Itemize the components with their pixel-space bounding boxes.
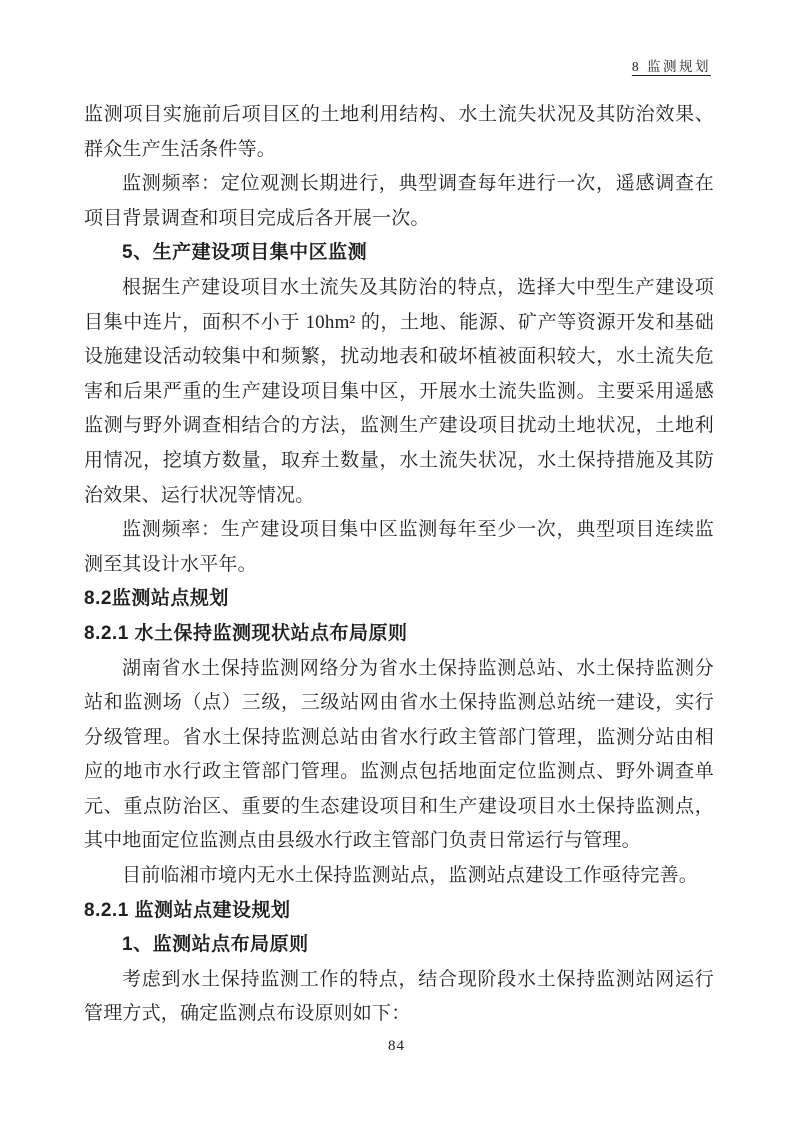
paragraph-current-status: 目前临湘市境内无水土保持监测站点，监测站点建设工作亟待完善。 [122, 865, 699, 887]
page-footer [0, 1038, 793, 1055]
paragraph-monitoring-network: 湖南省水土保持监测网络分为省水土保持监测总站、水土保持监测分站和监测场（点）三级，三级站网由省水土保持监测总站统一建设，实行分级管理。省水土保持监测总站由省水行政主管部门管理，监测分站由相应的地市水行政主管部门管理。监测点包括地面定位监测点、野外调查单元、重点防治区、重要的生态建设项目和生产建设项目水土保持监测点，其中地面定位监测点由县级水行政主管部门负责日常运行与管理。 [84, 657, 714, 852]
chapter-header: 8 监测规划 [631, 59, 711, 74]
heading-layout-principles: 1、监测站点布局原则 [122, 934, 309, 956]
page-header [84, 55, 711, 75]
paragraph-project-cluster-monitoring: 根据生产建设项目水土流失及其防治的特点，选择大中型生产建设项目集中连片，面积不小于 10hm² 的，土地、能源、矿产等资源开发和基础设施建设活动较集中和频繁，扰动地表和破坏植被面积较大，水土流失危害和后果严重的生产建设项目集中区，开展水土流失监测。主要采用遥感监测与野外调查相结合的方法，监测生产建设项目扰动土地状况，土地利用情况，挖填方数量，取弃土数量，水土流失状况，水土保持措施及其防治效果、运行状况等情况。 [84, 276, 714, 506]
heading-8-2-1-construction-plan: 8.2.1 监测站点建设规划 [84, 899, 291, 921]
document-body [84, 98, 714, 1032]
paragraph-principles-intro: 考虑到水土保持监测工作的特点，结合现阶段水土保持监测站网运行管理方式，确定监测点布设原则如下： [84, 968, 714, 1025]
paragraph-monitoring-frequency-2: 监测频率：生产建设项目集中区监测每年至少一次，典型项目连续监测至其设计水平年。 [84, 519, 714, 575]
heading-section-5: 5、生产建设项目集中区监测 [122, 242, 368, 264]
page-number: 84 [388, 1038, 405, 1054]
heading-8-2-1-current-layout: 8.2.1 水土保持监测现状站点布局原则 [84, 622, 408, 644]
paragraph-continued: 监测项目实施前后项目区的土地利用结构、水土流失状况及其防治效果、群众生产生活条件等。 [84, 104, 714, 160]
paragraph-monitoring-frequency-1: 监测频率：定位观测长期进行，典型调查每年进行一次，遥感调查在项目背景调查和项目完成后各开展一次。 [84, 173, 714, 229]
heading-8-2: 8.2监测站点规划 [84, 588, 229, 610]
